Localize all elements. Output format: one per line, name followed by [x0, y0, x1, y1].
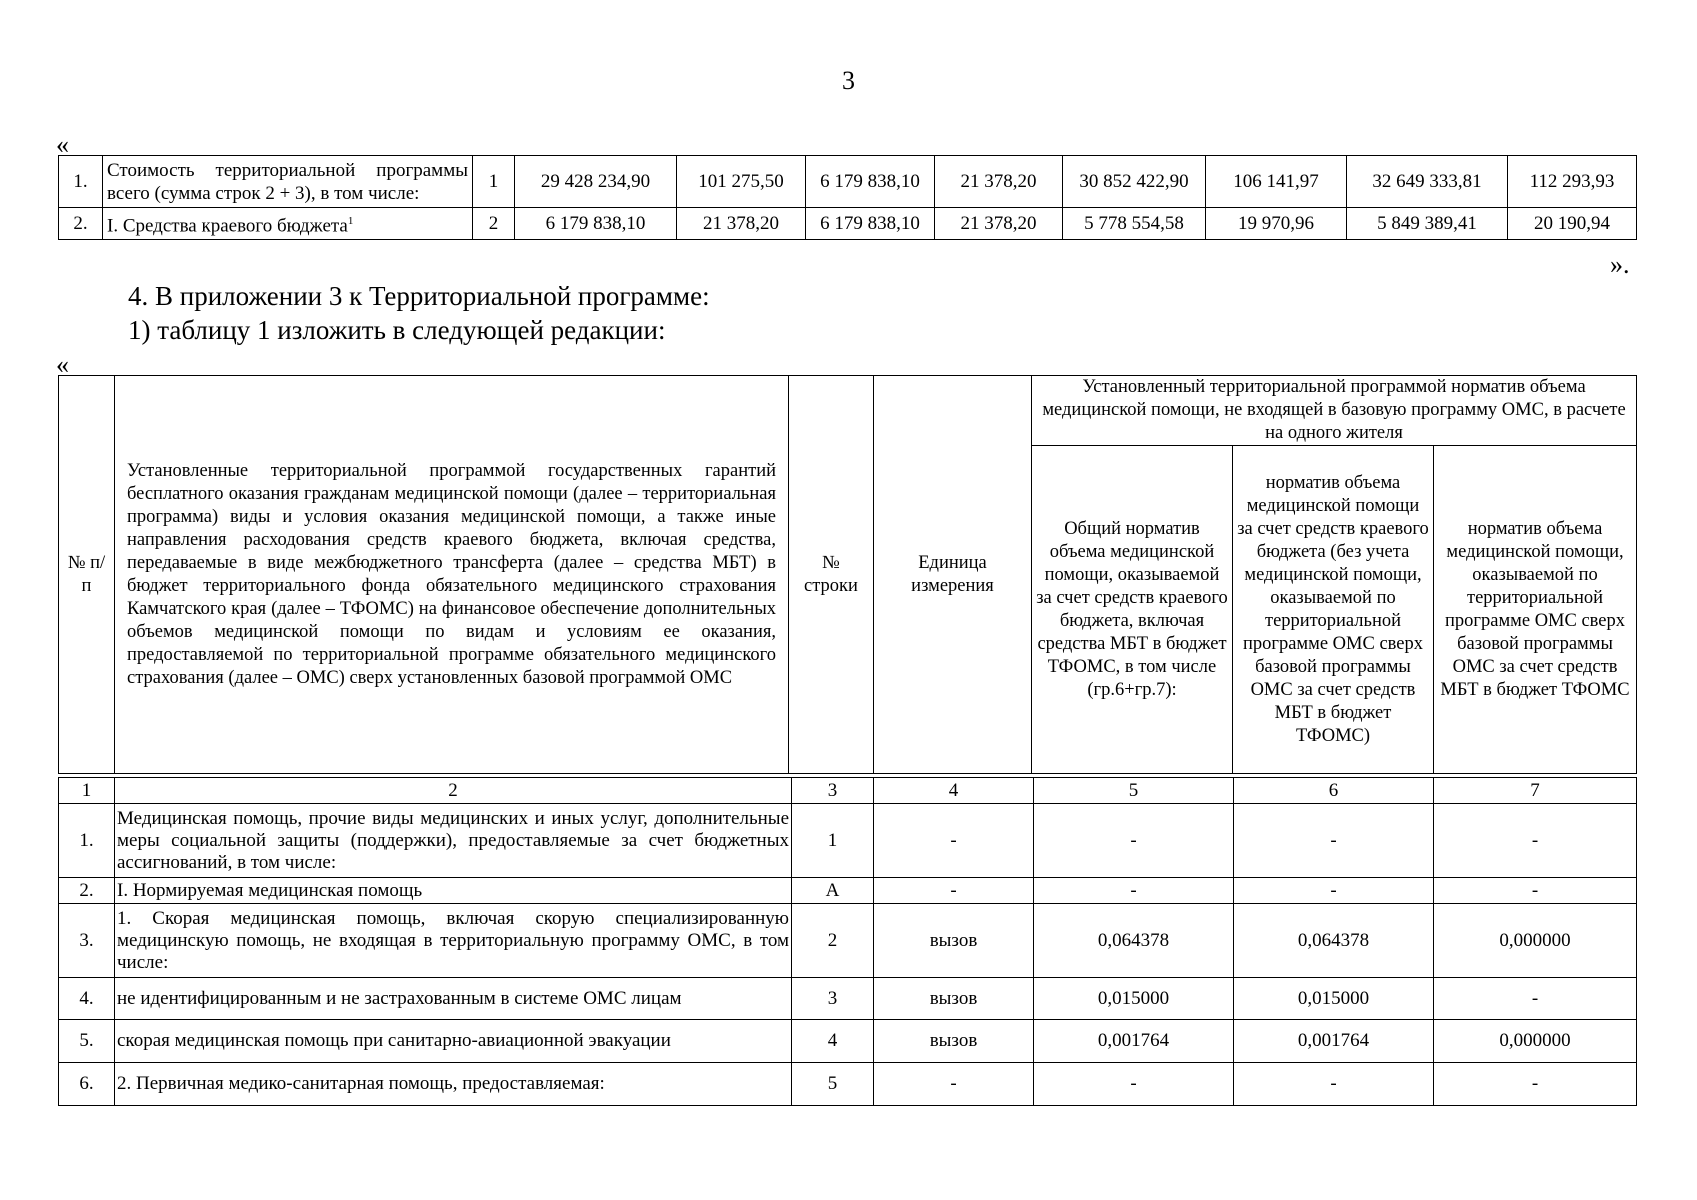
norm-header-table [58, 375, 1637, 774]
value-cell: 112 293,93 [1508, 156, 1637, 208]
header-unit: Единица измерения [874, 376, 1032, 774]
unit-cell: вызов [874, 904, 1034, 978]
value-cell: - [1234, 1063, 1434, 1106]
value-cell: 0,064378 [1234, 904, 1434, 978]
row-description: 2. Первичная медико-санитарная помощь, предоставляемая: [115, 1063, 792, 1106]
cost-table [58, 155, 1637, 240]
table-row [59, 156, 1637, 208]
value-cell: 21 378,20 [677, 208, 806, 240]
row-number: 1. [59, 804, 115, 878]
value-cell: 21 378,20 [935, 156, 1063, 208]
value-cell: 6 179 838,10 [515, 208, 677, 240]
value-cell: 0,015000 [1034, 978, 1234, 1020]
value-cell: 106 141,97 [1206, 156, 1347, 208]
value-cell: 0,064378 [1034, 904, 1234, 978]
row-number: 1. [59, 156, 103, 208]
line-number: 4 [792, 1020, 874, 1063]
unit-cell: - [874, 1063, 1034, 1106]
header-num: № п/п [59, 376, 115, 774]
norm-body-table [58, 777, 1637, 1106]
line-number: 2 [792, 904, 874, 978]
row-description: 1. Скорая медицинская помощь, включая скорую специализированную медицинскую помощь, не входящая в территориальную программу ОМС, в том числе: [115, 904, 792, 978]
col-number: 3 [792, 778, 874, 804]
value-cell: - [1434, 878, 1637, 904]
value-cell: - [1034, 1063, 1234, 1106]
value-cell: 19 970,96 [1206, 208, 1347, 240]
line-number: А [792, 878, 874, 904]
value-cell: 0,015000 [1234, 978, 1434, 1020]
row-number: 3. [59, 904, 115, 978]
table-row [59, 878, 1637, 904]
unit-cell: вызов [874, 978, 1034, 1020]
col-number: 4 [874, 778, 1034, 804]
value-cell: 0,000000 [1434, 904, 1637, 978]
line-number: 5 [792, 1063, 874, 1106]
line-number: 2 [473, 208, 515, 240]
value-cell: 6 179 838,10 [806, 156, 935, 208]
value-cell: - [1234, 804, 1434, 878]
value-cell: 21 378,20 [935, 208, 1063, 240]
unit-cell: - [874, 804, 1034, 878]
row-label-text: I. Средства краевого бюджета [107, 215, 348, 237]
value-cell: - [1234, 878, 1434, 904]
row-number: 2. [59, 208, 103, 240]
value-cell: 101 275,50 [677, 156, 806, 208]
value-cell: 0,001764 [1034, 1020, 1234, 1063]
line-number: 1 [792, 804, 874, 878]
column-number-row [59, 778, 1637, 804]
header-col5: Общий норматив объема медицинской помощи, оказываемой за счет средств краевого бюджета, включая средства МБТ в бюджет ТФОМС, в том числе (гр.6+гр.7): [1032, 446, 1233, 774]
value-cell: - [1034, 878, 1234, 904]
footnote-mark: 1 [347, 214, 354, 227]
row-number: 6. [59, 1063, 115, 1106]
table-row [59, 904, 1637, 978]
value-cell: 30 852 422,90 [1063, 156, 1206, 208]
header-col7: норматив объема медицинской помощи, оказываемой по территориальной программе ОМС сверх базовой программы ОМС за счет средств МБТ в бюджет ТФОМС [1434, 446, 1637, 774]
value-cell: 0,001764 [1234, 1020, 1434, 1063]
value-cell: 6 179 838,10 [806, 208, 935, 240]
open-quote-2: « [56, 350, 69, 379]
col-number: 2 [115, 778, 792, 804]
header-description: Установленные территориальной программой государственных гарантий бесплатного оказания гражданам медицинской помощи (далее – территориальная программа) виды и условия оказания медицинской помощи, а также иные направления расходования средств краевого бюджета, включая средства, передаваемые в виде межбюджетного трансферта (далее – средства МБТ) в бюджет территориального фонда обязательного медицинского страхования Камчатского края (далее – ТФОМС) на финансовое обеспечение дополнительных объемов медицинской помощи по видам и условиям ее оказания, предоставляемой по территориальной программе обязательного медицинского страхования (далее – ОМС) сверх установленных базовой программой ОМС [115, 376, 789, 774]
line-number: 1 [473, 156, 515, 208]
value-cell: 5 849 389,41 [1347, 208, 1508, 240]
row-label [103, 208, 473, 240]
table-row [59, 1020, 1637, 1063]
col-number: 7 [1434, 778, 1637, 804]
row-number: 5. [59, 1020, 115, 1063]
open-quote-1: « [56, 130, 69, 159]
table-row [59, 208, 1637, 240]
section-instruction: 1) таблицу 1 изложить в следующей редакции: [128, 315, 666, 345]
row-description: Медицинская помощь, прочие виды медицинских и иных услуг, дополнительные меры социальной защиты (поддержки), предоставляемые за счет бюджетных ассигнований, в том числе: [115, 804, 792, 878]
col-number: 1 [59, 778, 115, 804]
header-col6: норматив объема медицинской помощи за счет средств краевого бюджета (без учета медицинской помощи, оказываемой по территориальной программе ОМС сверх базовой программы ОМС за счет средств МБТ в бюджет ТФОМС) [1233, 446, 1434, 774]
close-quote: ». [1610, 250, 1630, 279]
table-row [59, 804, 1637, 878]
value-cell: - [1034, 804, 1234, 878]
value-cell: 0,000000 [1434, 1020, 1637, 1063]
header-group: Установленный территориальной программой норматив объема медицинской помощи, не входящей в базовую программу ОМС, в расчете на одного жителя [1032, 376, 1637, 446]
line-number: 3 [792, 978, 874, 1020]
row-number: 2. [59, 878, 115, 904]
row-description: не идентифицированным и не застрахованным в системе ОМС лицам [115, 978, 792, 1020]
row-number: 4. [59, 978, 115, 1020]
value-cell: 32 649 333,81 [1347, 156, 1508, 208]
value-cell: - [1434, 1063, 1637, 1106]
table-row [59, 1063, 1637, 1106]
value-cell: 20 190,94 [1508, 208, 1637, 240]
row-description: I. Нормируемая медицинская помощь [115, 878, 792, 904]
value-cell: 5 778 554,58 [1063, 208, 1206, 240]
header-line: № строки [789, 376, 874, 774]
section-heading: 4. В приложении 3 к Территориальной программе: [128, 281, 710, 311]
table-row [59, 978, 1637, 1020]
unit-cell: вызов [874, 1020, 1034, 1063]
value-cell: - [1434, 804, 1637, 878]
value-cell: 29 428 234,90 [515, 156, 677, 208]
value-cell: - [1434, 978, 1637, 1020]
page-number: 3 [842, 66, 855, 95]
unit-cell: - [874, 878, 1034, 904]
col-number: 5 [1034, 778, 1234, 804]
col-number: 6 [1234, 778, 1434, 804]
row-description: скорая медицинская помощь при санитарно-авиационной эвакуации [115, 1020, 792, 1063]
row-label: Стоимость территориальной программы всего (сумма строк 2 + 3), в том числе: [103, 156, 473, 208]
